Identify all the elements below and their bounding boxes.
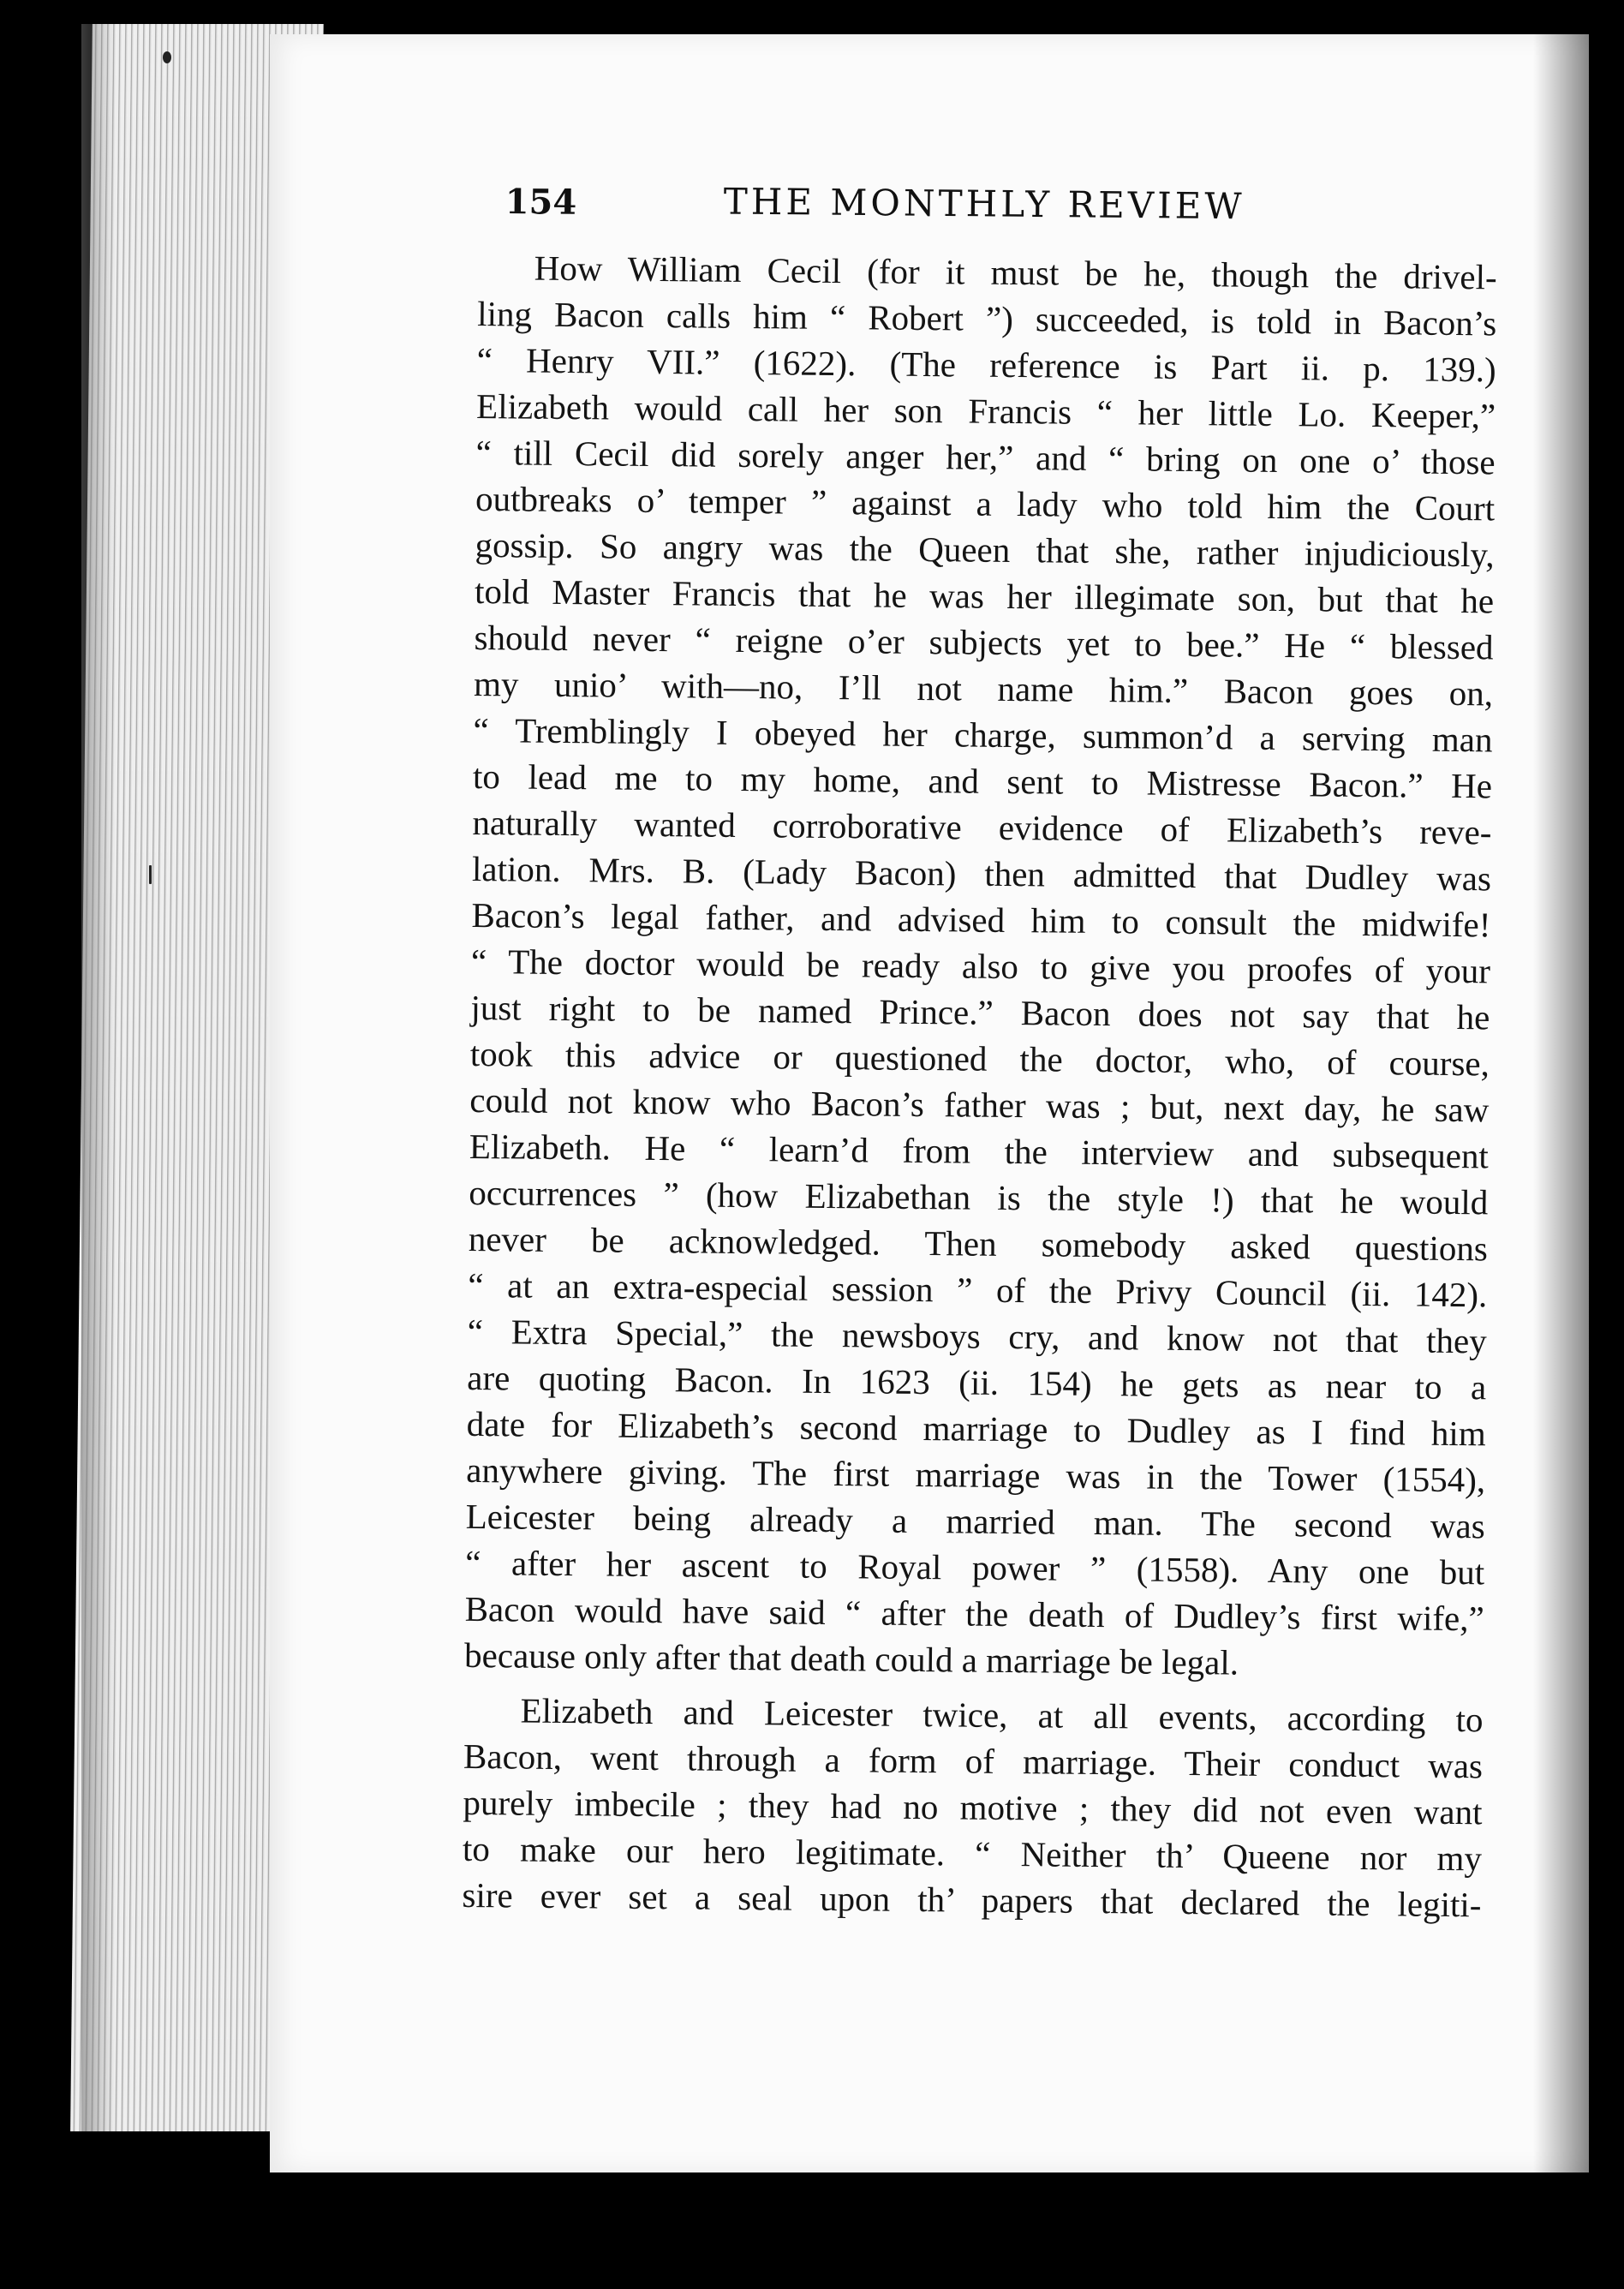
text-line: outbreaks o’ temper ” against a lady who told him the Court (475, 478, 1496, 529)
text-line: gossip. So angry was the Queen that she, rather injudiciously, (475, 524, 1495, 575)
text-line: Leicester being already a married man. The second was (465, 1496, 1485, 1546)
scan-speck (149, 865, 152, 884)
text-line: never be acknowledged. Then somebody asked questions (468, 1218, 1489, 1269)
page-number: 154 (505, 181, 577, 223)
scan-speck (163, 51, 171, 63)
text-line: lation. Mrs. B. (Lady Bacon) then admitted that Dudley was (471, 848, 1492, 899)
text-line: Bacon, went through a form of marriage. Their conduct was (463, 1736, 1484, 1786)
text-line: Bacon’s legal father, and advised him to consult the midwife! (471, 894, 1491, 945)
paragraph (464, 244, 1497, 1688)
text-line: took this advice or questioned the doctor, who, of course, (469, 1033, 1490, 1084)
page-gutter-shadow (1533, 34, 1589, 2172)
text-line: anywhere giving. The first marriage was in the Tower (1554), (466, 1449, 1486, 1500)
text-line: Bacon would have said “ after the death of Dudley’s first wife,” (464, 1588, 1484, 1639)
text-line: purely imbecile ; they had no motive ; they did not even want (463, 1782, 1483, 1832)
text-line: just right to be named Prince.” Bacon does not say that he (470, 987, 1490, 1037)
text-line: to lead me to my home, and sent to Mistresse Bacon.” He (472, 756, 1493, 806)
body-text (462, 244, 1497, 1936)
text-line: ling Bacon calls him “ Robert ”) succeeded, is told in Bacon’s (477, 293, 1497, 344)
text-line: “ Tremblingly I obeyed her charge, summon’d a serving man (473, 709, 1493, 760)
text-line: “ till Cecil did sorely anger her,” and “ bring on one o’ those (475, 432, 1496, 482)
running-title: THE MONTHLY REVIEW (723, 180, 1245, 228)
book-edge-shadow (81, 24, 116, 2131)
text-line: are quoting Bacon. In 1623 (ii. 154) he gets as near to a (467, 1357, 1487, 1407)
text-line: “ The doctor would be ready also to give you proofes of your (470, 941, 1491, 991)
text-line: occurrences ” (how Elizabethan is the style !) that he would (469, 1172, 1489, 1222)
text-line: could not know who Bacon’s father was ; but, next day, he saw (469, 1079, 1490, 1130)
text-line: “ after her ascent to Royal power ” (1558). Any one but (465, 1542, 1485, 1593)
text-line: Elizabeth. He “ learn’d from the interview and subsequent (469, 1126, 1490, 1176)
text-line: How William Cecil (for it must be he, though the drivel- (534, 248, 1497, 297)
paragraph (462, 1687, 1484, 1927)
running-head (505, 178, 1388, 247)
text-line: Elizabeth would call her son Francis “ her little Lo. Keeper,” (475, 385, 1496, 436)
text-line: my unio’ with—no, I’ll not name him.” Bacon goes on, (473, 663, 1494, 714)
text-line: should never “ reigne o’er subjects yet to bee.” He “ blessed (474, 617, 1494, 667)
text-line: “ Extra Special,” the newsboys cry, and know not that they (467, 1311, 1487, 1361)
text-line: sire ever set a seal upon th’ papers that declared the legiti- (462, 1874, 1482, 1925)
text-line: “ Henry VII.” (1622). (The reference is Part ii. p. 139.) (476, 339, 1496, 390)
text-line: to make our hero legitimate. “ Neither th’ Queene nor my (462, 1828, 1483, 1879)
text-line: told Master Francis that he was her illegimate son, but that he (474, 571, 1495, 621)
text-line: naturally wanted corroborative evidence of Elizabeth’s reve- (472, 802, 1492, 852)
text-line: because only after that death could a marriage be legal. (463, 1635, 1239, 1682)
text-line: date for Elizabeth’s second marriage to Dudley as I find him (466, 1403, 1486, 1454)
text-line: Elizabeth and Leicester twice, at all events, according to (520, 1690, 1484, 1740)
text-line: “ at an extra-especial session ” of the Privy Council (ii. 142). (468, 1264, 1488, 1315)
